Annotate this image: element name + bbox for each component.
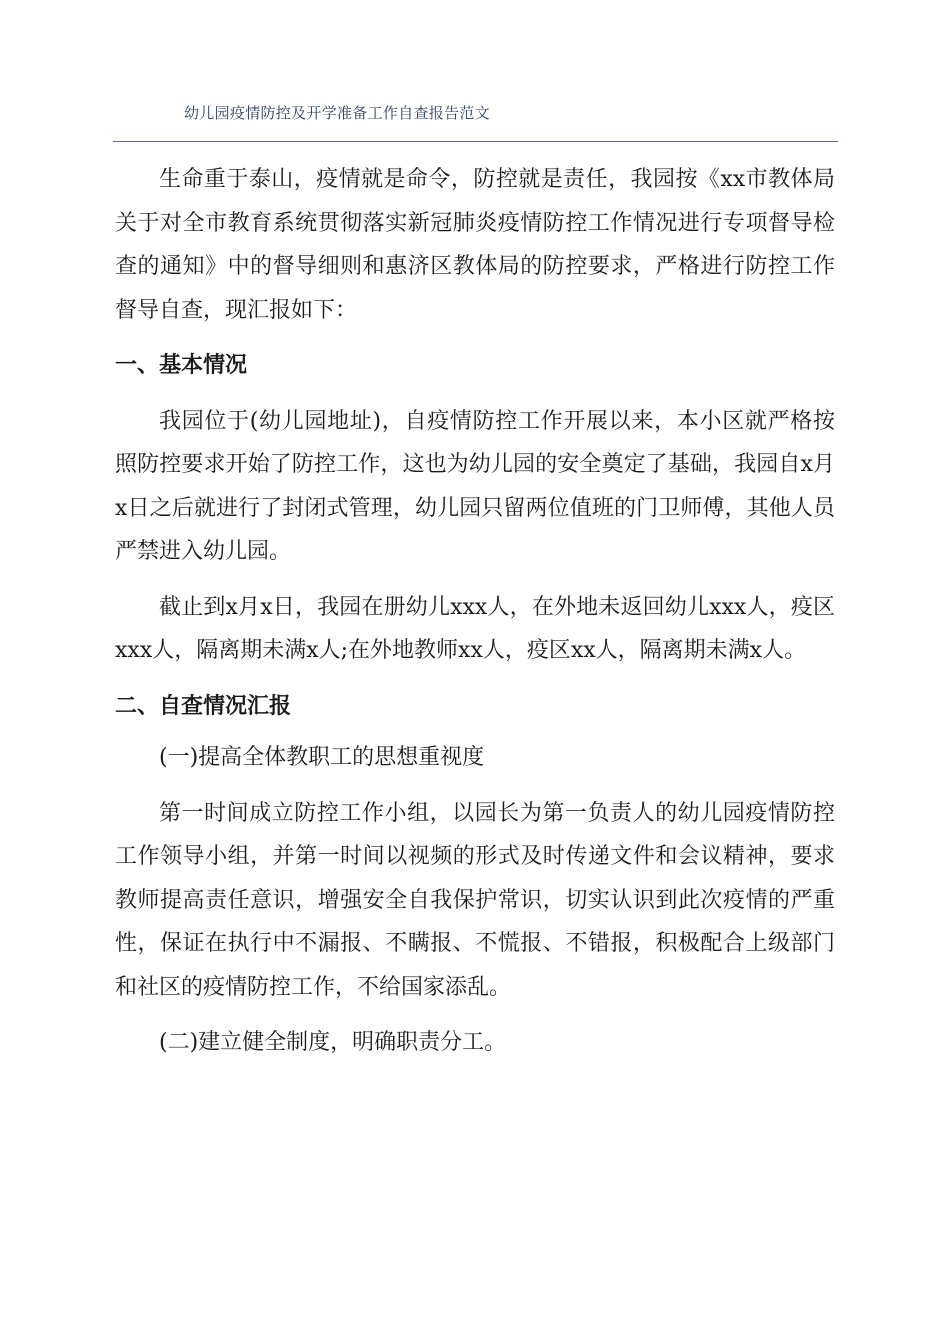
document-body	[115, 158, 835, 1065]
running-header-title: 幼儿园疫情防控及开学准备工作自查报告范文	[184, 104, 491, 122]
section-2-heading: 二、自查情况汇报	[115, 692, 292, 719]
section-1-paragraph-2: 截止到x月x日，我园在册幼儿xxx人，在外地未返回幼儿xxx人，疫区xxx人，隔离期未满x人;在外地教师xx人，疫区xx人，隔离期未满x人。	[115, 594, 835, 663]
section-1-heading: 一、基本情况	[115, 352, 248, 378]
intro-paragraph: 生命重于泰山，疫情就是命令，防控就是责任，我园按《xx市教体局关于对全市教育系统贯彻落实新冠肺炎疫情防控工作情况进行专项督导检查的通知》中的督导细则和惠济区教体局的防控要求，严格进行防控工作督导自查，现汇报如下：	[115, 167, 835, 323]
subsection-1-paragraph: 第一时间成立防控工作小组，以园长为第一负责人的幼儿园疫情防控工作领导小组，并第一时间以视频的形式及时传递文件和会议精神，要求教师提高责任意识，增强安全自我保护常识，切实认识到此次疫情的严重性，保证在执行中不漏报、不瞒报、不慌报、不错报，积极配合上级部门和社区的疫情防控工作，不给国家添乱。	[115, 800, 835, 1000]
header-divider	[113, 141, 838, 142]
subsection-1-title: (一)提高全体教职工的思想重视度	[159, 745, 485, 770]
section-1-paragraph-1: 我园位于(幼儿园地址)，自疫情防控工作开展以来，本小区就严格按照防控要求开始了防控工作，这也为幼儿园的安全奠定了基础，我园自x月x日之后就进行了封闭式管理，幼儿园只留两位值班的门卫师傅，其他人员严禁进入幼儿园。	[115, 408, 835, 564]
subsection-2-title: (二)建立健全制度，明确职责分工。	[159, 1030, 507, 1055]
